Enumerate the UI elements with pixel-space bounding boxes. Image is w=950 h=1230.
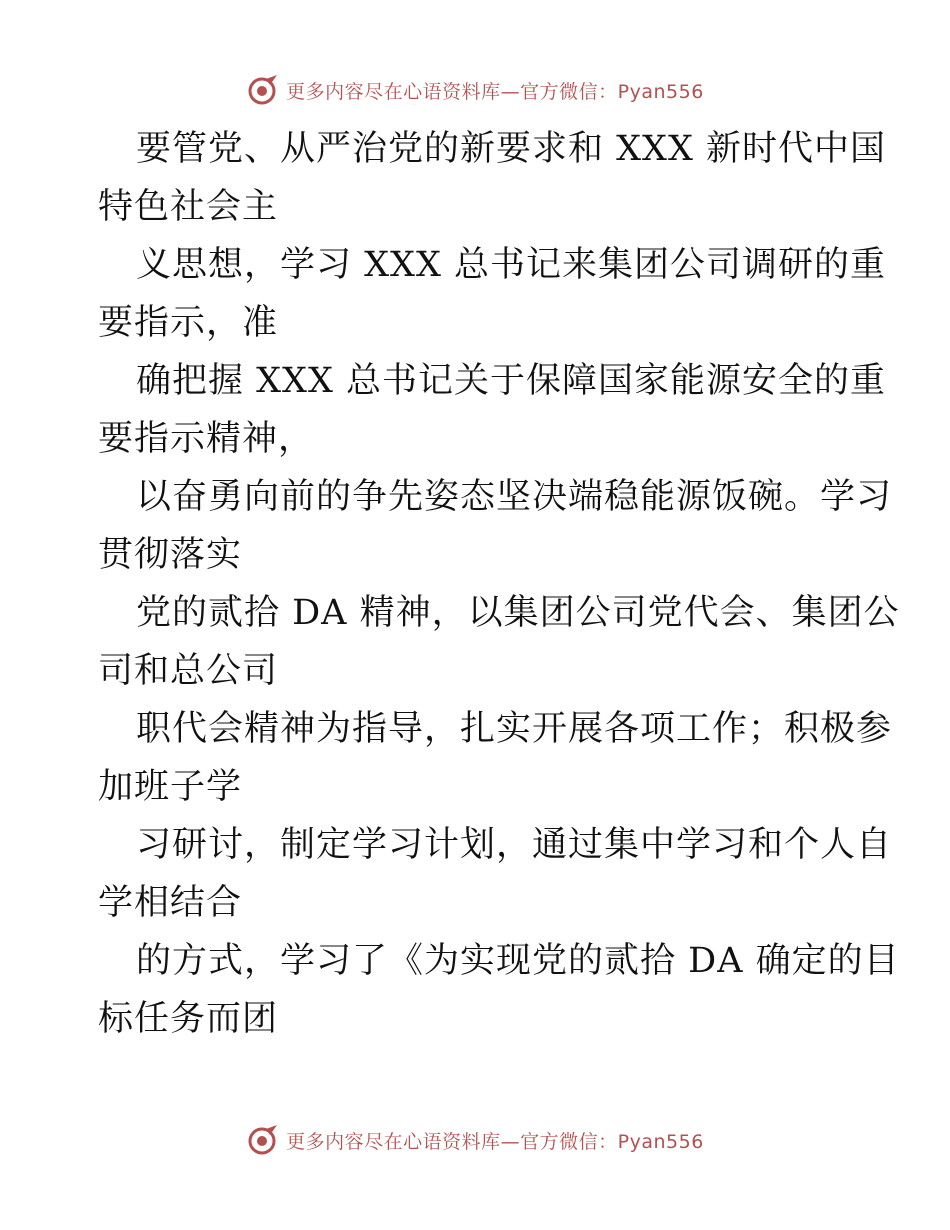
text-line: 学相结合 <box>98 883 243 923</box>
footer-banner-text: 更多内容尽在心语资料库—官方微信：Pyan556 <box>286 1130 704 1153</box>
paragraph <box>98 120 887 236</box>
text-line: 的方式，学习了《为实现党的贰拾 DA 确定的目 <box>136 941 900 981</box>
text-line: 要指示，准 <box>98 303 279 343</box>
paragraph <box>98 352 887 468</box>
text-line: 标任务而团 <box>98 999 279 1039</box>
footer-banner <box>0 1120 950 1160</box>
text-line: 加班子学 <box>98 767 243 807</box>
header-banner-text: 更多内容尽在心语资料库—官方微信：Pyan556 <box>286 80 704 103</box>
text-line: 确把握 XXX 总书记关于保障国家能源安全的重 <box>136 361 887 401</box>
brush-seal-logo-icon <box>246 1123 280 1157</box>
brush-seal-logo-icon <box>246 73 280 107</box>
text-line: 义思想，学习 XXX 总书记来集团公司调研的重 <box>136 245 887 285</box>
header-banner <box>0 70 950 110</box>
paragraph <box>98 700 893 816</box>
text-line: 要指示精神， <box>98 419 315 459</box>
text-line: 司和总公司 <box>98 651 279 691</box>
text-line: 以奋勇向前的争先姿态坚决端稳能源饭碗。学习 <box>136 477 893 517</box>
text-line: 贯彻落实 <box>98 535 243 575</box>
text-line: 习研讨，制定学习计划，通过集中学习和个人自 <box>136 825 893 865</box>
paragraph <box>98 236 887 352</box>
text-line: 党的贰拾 DA 精神，以集团公司党代会、集团公 <box>136 593 900 633</box>
text-line: 要管党、从严治党的新要求和 XXX 新时代中国 <box>136 129 887 169</box>
paragraph <box>98 468 893 584</box>
document-body <box>98 120 900 1048</box>
paragraph <box>98 584 900 700</box>
paragraph <box>98 932 900 1048</box>
text-line: 特色社会主 <box>98 187 279 227</box>
text-line: 职代会精神为指导，扎实开展各项工作；积极参 <box>136 709 893 749</box>
paragraph <box>98 816 893 932</box>
